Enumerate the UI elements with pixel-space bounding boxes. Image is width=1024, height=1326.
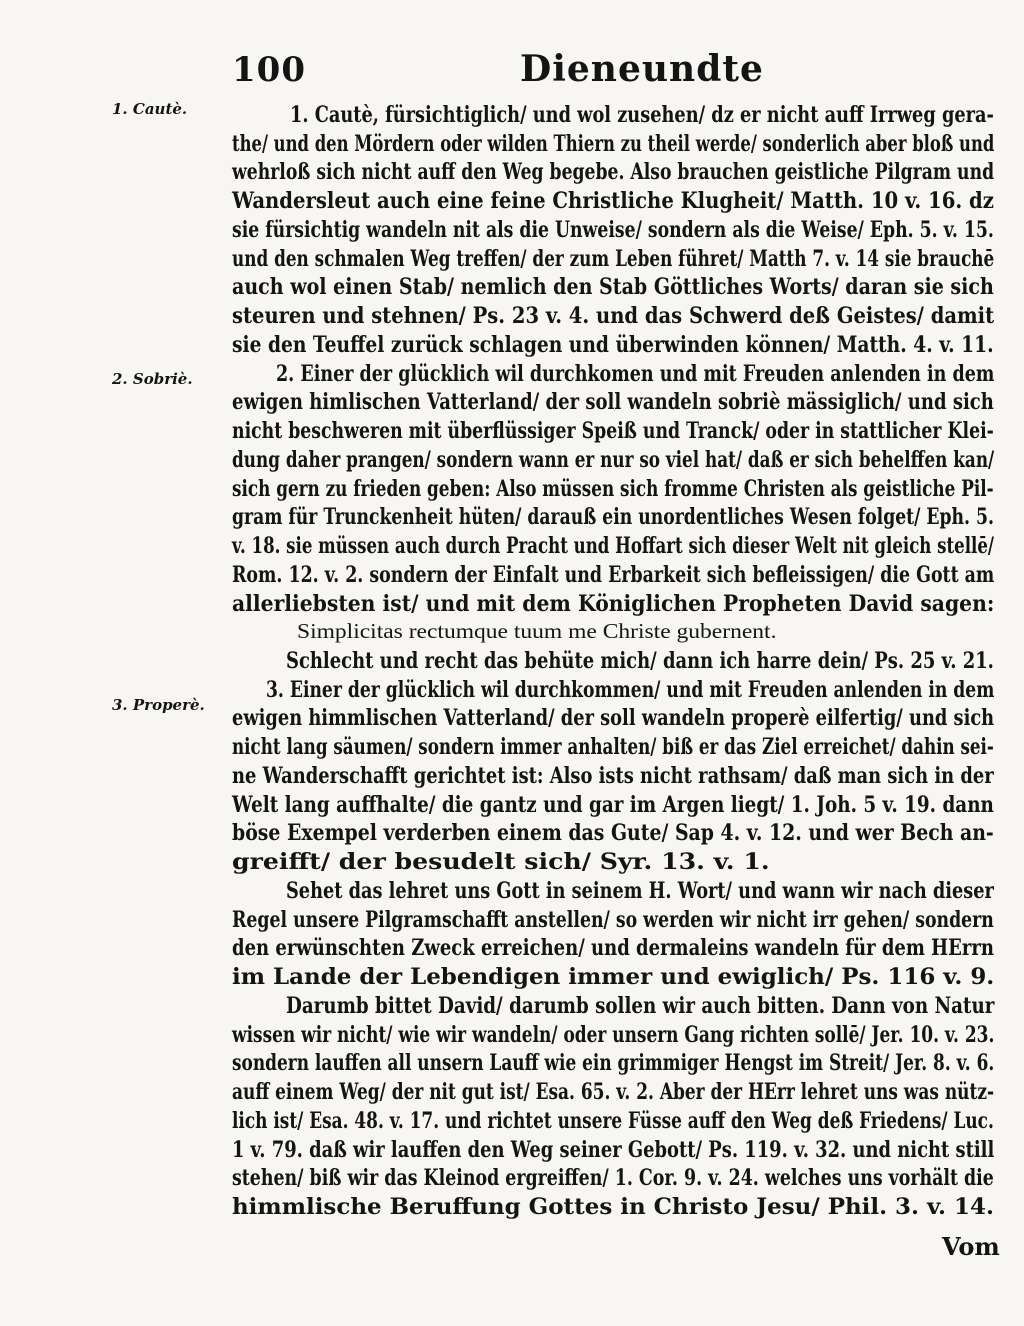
text-line: Regel unsere Pilgramschafft anstellen/ so werden wir nicht irr gehen/ sondern [232,907,994,933]
text-line: nicht lang säumen/ sondern immer anhalten/ biß er das Ziel erreichet/ dahin sei- [232,734,994,760]
text-line: 1 v. 79. daß wir lauffen den Weg seiner Gebott/ Ps. 119. v. 32. und nicht still [232,1137,995,1163]
text-line: sie den Teuffel zurück schlagen und überwinden können/ Matth. 4. v. 11. [232,332,994,358]
text-line: den erwünschten Zweck erreichen/ und dermaleins wandeln für dem HErrn [232,935,994,961]
text-line: sondern lauffen all unsern Lauff wie ein grimmiger Hengst im Streit/ Jer. 8. v. 6. [232,1050,995,1076]
text-line: lich ist/ Esa. 48. v. 17. und richtet unsere Füsse auff den Weg deß Friedens/ Luc. [232,1108,994,1134]
text-line: Welt lang auffhalte/ die gantz und gar im Argen liegt/ 1. Joh. 5 v. 19. dann [232,792,994,818]
text-line: ewigen himlischen Vatterland/ der soll wandeln sobriè mässiglich/ und sich [232,389,994,415]
text-line: v. 18. sie müssen auch durch Pracht und Hoffart sich dieser Welt nit gleich stellē/ [232,533,994,559]
text-line: auff einem Weg/ der nit gut ist/ Esa. 65. v. 2. Aber der HErr lehret uns was nütz- [232,1079,995,1105]
text-line: greifft/ der besudelt sich/ Syr. 13. v. 1. [232,849,770,875]
text-line: ewigen himmlischen Vatterland/ der soll wandeln properè eilfertig/ und sich [232,705,995,731]
text-line: 1. Cautè, fürsichtiglich/ und wol zusehen/ dz er nicht auff Irrweg gera- [290,102,994,128]
text-line: Wandersleut auch eine feine Christliche Klugheit/ Matth. 10 v. 16. dz [232,188,994,214]
text-line: 3. Einer der glücklich wil durchkommen/ und mit Freuden anlenden in dem [266,677,995,703]
margin-note-propere: 3. Properè. [112,696,205,714]
catchword: Vom [942,1232,1000,1261]
text-line: böse Exempel verderben einem das Gute/ Sap 4. v. 12. und wer Bech an- [232,820,994,846]
margin-note-caute: 1. Cautè. [112,100,188,118]
text-line: steuren und stehnen/ Ps. 23 v. 4. und das Schwerd deß Geistes/ damit [232,303,995,329]
page-number: 100 [232,50,306,90]
text-line: 2. Einer der glücklich wil durchkomen und mit Freuden anlenden in dem [276,361,995,387]
text-line: himmlische Beruffung Gottes in Christo Jesu/ Phil. 3. v. 14. [232,1194,994,1220]
text-line: the/ und den Mördern oder wilden Thiern zu theil werde/ sonderlich aber bloß und [232,131,995,157]
running-head: Dieneundte [520,48,764,90]
text-line: gram für Trunckenheit hüten/ darauß ein unordentliches Wesen folget/ Eph. 5. [232,504,994,530]
text-line: wissen wir nicht/ wie wir wandeln/ oder unsern Gang richten sollē/ Jer. 10. v. 23. [232,1022,995,1048]
text-line: Schlecht und recht das behüte mich/ dann ich harre dein/ Ps. 25 v. 21. [286,648,994,674]
text-line: Darumb bittet David/ darumb sollen wir auch bitten. Dann von Natur [286,993,995,1019]
text-line: sich gern zu frieden geben: Also müssen sich fromme Christen als geistliche Pil- [232,476,994,502]
text-line: allerliebsten ist/ und mit dem Königlichen Propheten David sagen: [232,591,995,617]
text-line: im Lande der Lebendigen immer und ewiglich/ Ps. 116 v. 9. [232,964,995,990]
text-line: ne Wanderschafft gerichtet ist: Also ists nicht rathsam/ daß man sich in der [232,763,994,789]
margin-note-sobrie: 2. Sobriè. [112,370,193,388]
text-line: dung daher prangen/ sondern wann er nur so viel hat/ daß er sich behelffen kan/ [232,447,995,473]
text-line: auch wol einen Stab/ nemlich den Stab Göttliches Worts/ daran sie sich [232,274,994,300]
text-line: Sehet das lehret uns Gott in seinem H. Wort/ und wann wir nach dieser [286,878,994,904]
text-line: wehrloß sich nicht auff den Weg begebe. Also brauchen geistliche Pilgram und [232,159,995,185]
text-line: Simplicitas rectumque tuum me Christe gubernent. [297,619,777,643]
text-line: nicht beschweren mit überflüssiger Speiß und Tranck/ oder in stattlicher Klei- [232,418,994,444]
text-line: sie fürsichtig wandeln nit als die Unweise/ sondern als die Weise/ Eph. 5. v. 15. [232,217,994,243]
text-line: stehen/ biß wir das Kleinod ergreiffen/ 1. Cor. 9. v. 24. welches uns vorhält die [232,1165,994,1191]
text-line: und den schmalen Weg treffen/ der zum Leben führet/ Matth 7. v. 14 sie brauchē [232,246,995,272]
text-line: Rom. 12. v. 2. sondern der Einfalt und Erbarkeit sich befleissigen/ die Gott am [232,562,995,588]
